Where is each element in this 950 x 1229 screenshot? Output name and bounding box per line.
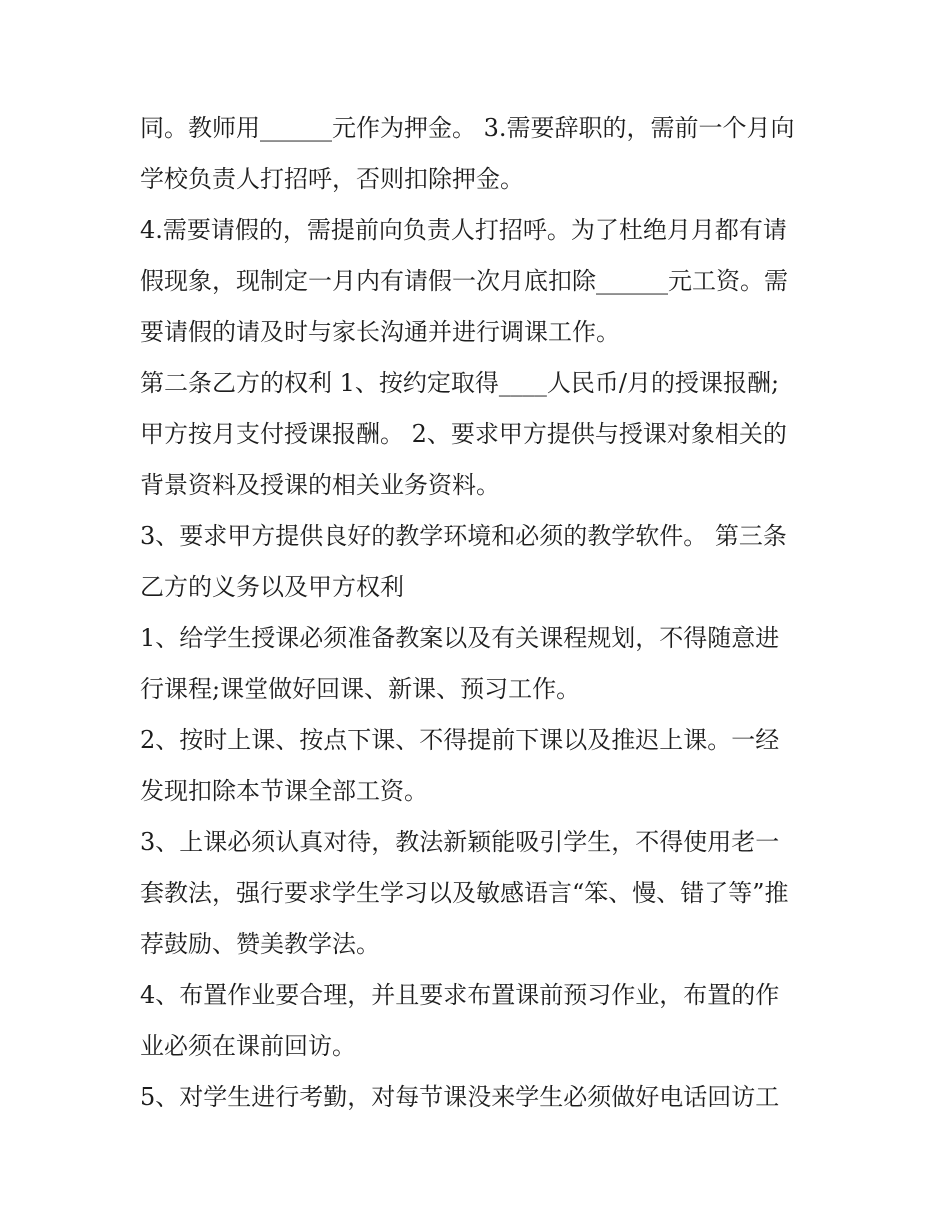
- text-line: 发现扣除本节课全部工资。: [140, 777, 428, 805]
- text-line: 背景资料及授课的相关业务资料。: [140, 471, 500, 499]
- text-line: 第二条乙方的权利 1、按约定取得____人民币/月的授课报酬;: [140, 369, 780, 397]
- text-line: 5、对学生进行考勤，对每节课没来学生必须做好电话回访工: [140, 1083, 780, 1111]
- text-line: 4、布置作业要合理，并且要求布置课前预习作业，布置的作: [140, 981, 780, 1009]
- text-line: 同。教师用______元作为押金。 3.需要辞职的，需前一个月向: [140, 114, 795, 142]
- text-line: 2、按时上课、按点下课、不得提前下课以及推迟上课。一经: [140, 726, 780, 754]
- text-line: 甲方按月支付授课报酬。 2、要求甲方提供与授课对象相关的: [140, 420, 787, 448]
- text-line: 荐鼓励、赞美教学法。: [140, 930, 380, 958]
- text-line: 假现象，现制定一月内有请假一次月底扣除______元工资。需: [140, 267, 788, 295]
- document-body: [140, 103, 820, 1123]
- text-line: 3、要求甲方提供良好的教学环境和必须的教学软件。 第三条: [140, 522, 787, 550]
- text-line: 套教法，强行要求学生学习以及敏感语言“笨、慢、错了等”推: [140, 879, 789, 907]
- text-line: 学校负责人打招呼，否则扣除押金。: [140, 165, 524, 193]
- text-line: 乙方的义务以及甲方权利: [140, 573, 404, 601]
- text-line: 1、给学生授课必须准备教案以及有关课程规划，不得随意进: [140, 624, 780, 652]
- text-line: 3、上课必须认真对待，教法新颖能吸引学生，不得使用老一: [140, 828, 780, 856]
- text-line: 业必须在课前回访。: [140, 1032, 356, 1060]
- text-line: 4.需要请假的，需提前向负责人打招呼。为了杜绝月月都有请: [140, 216, 787, 244]
- text-line: 行课程;课堂做好回课、新课、预习工作。: [140, 675, 581, 703]
- text-line: 要请假的请及时与家长沟通并进行调课工作。: [140, 318, 620, 346]
